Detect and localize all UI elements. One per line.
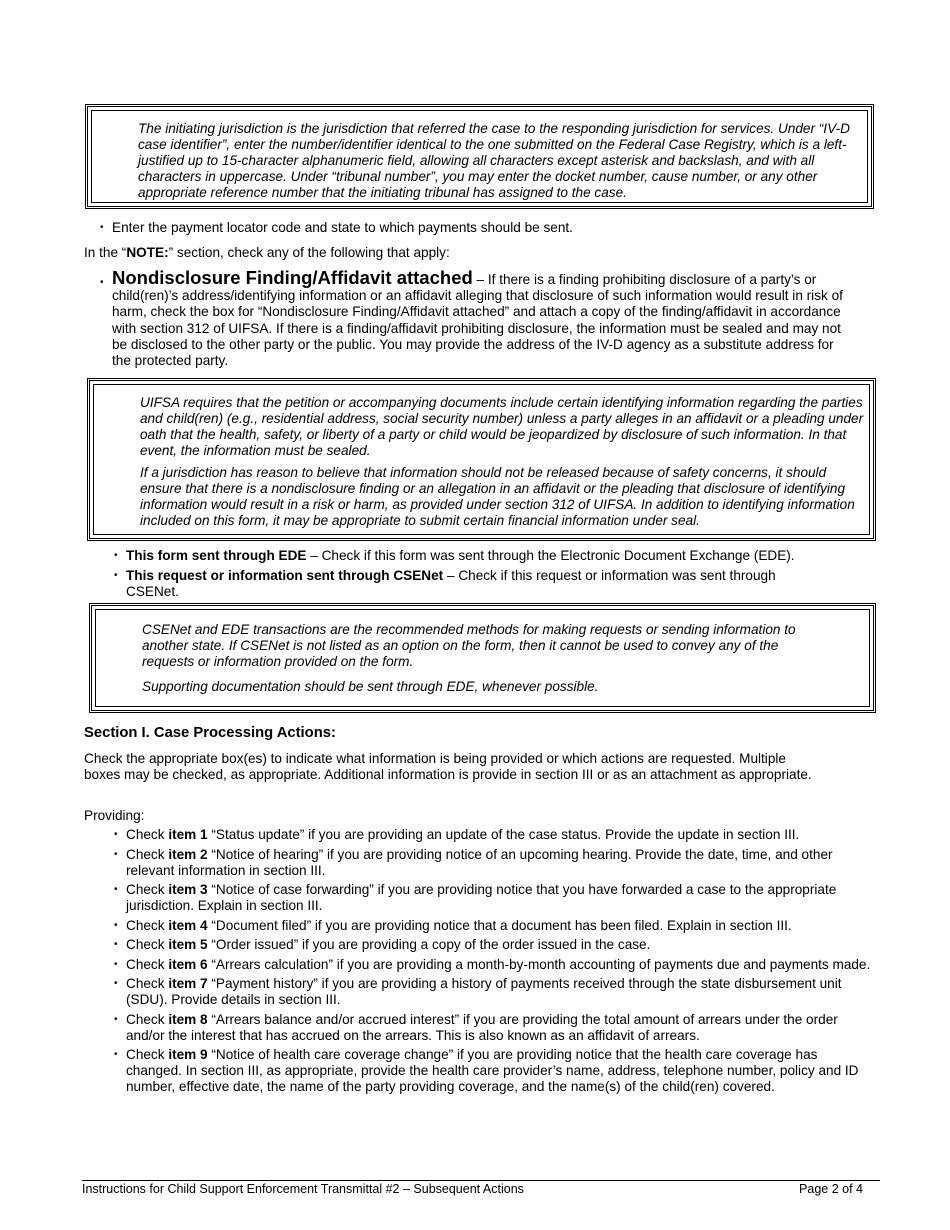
item-number: item 1 [168, 827, 208, 842]
item-number: item 9 [168, 1047, 208, 1062]
item-text: “Order issued” if you are providing a copy of the order issued in the case. [207, 937, 651, 952]
csenet-paragraph-1: CSENet and EDE transactions are the recommended methods for making requests or sending information to another state. If CSENet is not listed as an option on the form, then it cannot be used to convey any of the requests or information provided on the form. [142, 622, 796, 669]
item-pre: Check [126, 937, 169, 952]
uifsa-paragraph-1: UIFSA requires that the petition or accompanying documents include certain identifying information regarding the parties and child(ren) (e.g., residential address, social security number) unless a party alleges in an affidavit or a pleading under oath that the health, safety, or liberty of a party or child would be jeopardized by disclosure of such information. In that event, the information must be sealed. [140, 395, 864, 458]
list-item [114, 976, 871, 1008]
bullet-icon: • [114, 884, 118, 895]
nondisclosure-title: Nondisclosure Finding/Affidavit attached [112, 267, 473, 288]
uifsa-note-box [87, 378, 876, 541]
list-item [114, 567, 826, 600]
item-text: “Payment history” if you are providing a history of payments received through the state disbursement unit (SDU). Provide details in section III. [126, 976, 842, 1007]
item-pre: Check [126, 956, 169, 972]
footer-left: Instructions for Child Support Enforcement Transmittal #2 – Subsequent Actions [82, 1182, 524, 1196]
payment-bullet-list [100, 220, 872, 240]
item-pre: Check [126, 882, 169, 897]
list-item [114, 917, 871, 934]
bullet-icon: • [114, 939, 118, 950]
payment-bullet-text: Enter the payment locator code and state to which payments should be sent. [112, 220, 573, 235]
bullet-icon: • [114, 958, 118, 970]
bullet-icon: • [114, 1049, 118, 1060]
bullet-icon: • [114, 919, 118, 931]
list-item [114, 1011, 871, 1044]
list-item [114, 956, 871, 973]
ede-bullet-text: – Check if this form was sent through the Electronic Document Exchange (EDE). [306, 548, 795, 563]
item-text: “Notice of health care coverage change” if you are providing notice that the health care coverage has changed. In section III, as appropriate, provide the health care provider’s name, address, telephone number, policy and ID number, effective date, the name of the party providing coverage, and the name(s) of the child(ren) covered. [126, 1047, 859, 1094]
section-heading: Section I. Case Processing Actions: [84, 725, 336, 741]
footer-page-number: Page 2 of 4 [799, 1182, 863, 1196]
nondisclosure-text: – If there is a finding prohibiting disclosure of a party’s or child(ren)’s address/identifying information or an affidavit alleging that disclosure of such information would result in risk of harm, check the box for “Nondisclosure Finding/Affidavit attached” and attach a copy of the finding/affidavit in accordance with section 312 of UIFSA. If there is a finding/affidavit prohibiting disclosure, the information must be sealed and may not be disclosed to the other party or the public. You may provide the address of the IV-D agency as a substitute address for the protected party. [112, 272, 843, 369]
csenet-bullet-text: – Check if this request or information was sent through CSENet. [126, 567, 776, 599]
item-number: item 2 [168, 846, 208, 862]
item-text: “Document filed” if you are providing notice that a document has been filed. Explain in section III. [207, 917, 792, 933]
item-text: “Notice of hearing” if you are providing notice of an upcoming hearing. Provide the date, time, and other relevant information in section III. [126, 846, 833, 878]
item-number: item 4 [168, 917, 208, 933]
bullet-icon: • [114, 829, 118, 840]
section-intro: Check the appropriate box(es) to indicate what information is being provided or which actions are requested. Multiple boxes may be checked, as appropriate. Additional information is provide in section III or as an attachment as appropriate. [84, 751, 812, 782]
item-number: item 6 [168, 956, 208, 972]
item-pre: Check [126, 827, 169, 842]
list-item [100, 220, 872, 236]
providing-label: Providing: [84, 808, 145, 823]
list-item [100, 267, 847, 369]
initiating-jurisdiction-paragraph: The initiating jurisdiction is the jurisdiction that referred the case to the responding jurisdiction for services. Under “IV-D case identifier”, enter the number/identifier identical to the one submitted on the Federal Case Registry, which is a left-justified up to 15-character alphanumeric field, allowing all characters except asterisk and backslash, and with all characters in uppercase. Under “tribunal number”, you may enter the docket number, cause number, or any other appropriate reference number that the initiating tribunal has assigned to the case. [138, 121, 850, 200]
item-number: item 8 [168, 1011, 208, 1027]
csenet-ede-note-box [89, 603, 876, 713]
note-intro-before: In the “ [84, 245, 127, 260]
item-number: item 7 [168, 976, 208, 991]
item-text: “Arrears calculation” if you are providing a month-by-month accounting of payments due and payments made. [207, 956, 871, 972]
initiating-jurisdiction-note-box [85, 104, 874, 209]
csenet-paragraph-2: Supporting documentation should be sent through EDE, whenever possible. [142, 679, 599, 694]
item-text: “Arrears balance and/or accrued interest” if you are providing the total amount of arrears under the order and/or the interest that has accrued on the arrears. This is also known as an affidavit of arrears. [126, 1011, 838, 1043]
item-text: “Status update” if you are providing an update of the case status. Provide the update in section III. [207, 827, 800, 842]
bullet-icon: • [114, 1013, 118, 1025]
list-item [114, 827, 871, 843]
item-pre: Check [126, 1011, 169, 1027]
item-text: “Notice of case forwarding” if you are providing notice that you have forwarded a case to the appropriate jurisdiction. Explain in section III. [126, 882, 837, 913]
bullet-icon: • [114, 848, 118, 860]
transmission-bullet-list [114, 548, 826, 603]
section-items-list [114, 827, 871, 1099]
csenet-bullet-bold: This request or information sent through CSENet [126, 567, 444, 583]
note-intro [84, 245, 874, 261]
item-number: item 3 [168, 882, 208, 897]
list-item [114, 548, 826, 564]
item-pre: Check [126, 917, 169, 933]
nondisclosure-bullet-list [100, 267, 847, 373]
item-pre: Check [126, 1047, 169, 1062]
bullet-icon: • [114, 550, 118, 561]
bullet-icon: • [100, 222, 104, 233]
list-item [114, 882, 871, 914]
ede-bullet-bold: This form sent through EDE [126, 548, 307, 563]
uifsa-paragraph-2: If a jurisdiction has reason to believe that information should not be released because of safety concerns, it should ensure that there is a nondisclosure finding or an allegation in an affidavit or the pleading that disclosure of identifying information would result in a risk or harm, as provided under section 312 of UIFSA. In addition to identifying information included on this form, it may be appropriate to submit certain financial information under seal. [140, 465, 855, 528]
list-item [114, 1047, 871, 1095]
bullet-icon: • [100, 277, 104, 288]
list-item [114, 937, 871, 953]
bullet-icon: • [114, 978, 118, 989]
item-pre: Check [126, 846, 169, 862]
item-pre: Check [126, 976, 169, 991]
note-intro-bold: NOTE: [126, 245, 169, 260]
list-item [114, 846, 871, 879]
item-number: item 5 [168, 937, 208, 952]
note-intro-after: ” section, check any of the following that apply: [168, 245, 450, 260]
bullet-icon: • [114, 569, 118, 581]
